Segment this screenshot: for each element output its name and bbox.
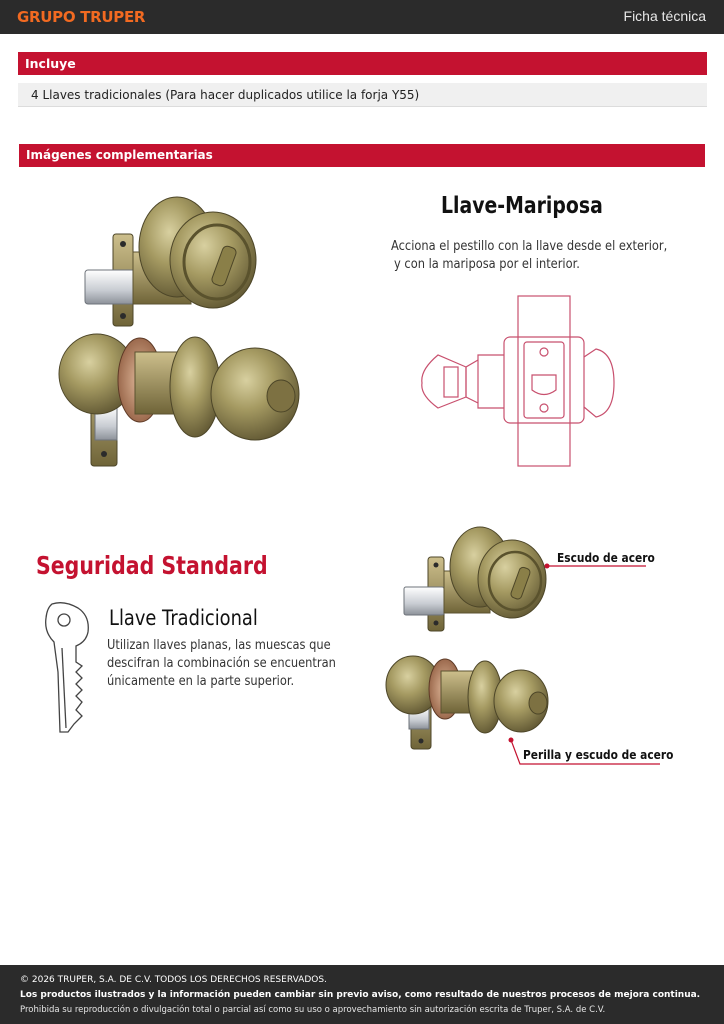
- butterfly-key-heading: Llave-Mariposa: [441, 193, 603, 219]
- butterfly-description-line-1: Acciona el pestillo con la llave desde el exterior,: [391, 239, 668, 254]
- butterfly-key-diagram: [418, 295, 618, 470]
- traditional-key-heading: Llave Tradicional: [109, 606, 258, 630]
- deadbolt-escutcheon-image: [400, 525, 550, 635]
- knob-lockset-image: [59, 334, 299, 466]
- footer-reproduction-notice: Prohibida su reproducción o divulgación total o parcial así como su uso o aprovechamiento sin autorización escrita de Truper, S.A. de C.V.: [20, 1005, 606, 1015]
- lockset-product-image: [55, 192, 305, 472]
- top-bar: [0, 0, 724, 34]
- traditional-key-icon: [42, 602, 92, 737]
- includes-item: 4 Llaves tradicionales (Para hacer duplicados utilice la forja Y55): [18, 83, 707, 107]
- butterfly-description-line-2: y con la mariposa por el interior.: [394, 257, 580, 272]
- traditional-key-description-line-1: Utilizan llaves planas, las muescas que: [107, 638, 331, 653]
- brand-logo: GRUPO TRUPER: [17, 8, 146, 26]
- steel-escutcheon-label: Escudo de acero: [557, 550, 655, 565]
- includes-section-header: Incluye: [18, 52, 707, 75]
- document-type-label: Ficha técnica: [623, 8, 706, 24]
- traditional-key-description-line-2: descifran la combinación se encuentran: [107, 656, 336, 671]
- deadbolt-image: [85, 197, 256, 326]
- standard-security-heading: Seguridad Standard: [36, 551, 268, 580]
- footer-copyright: © 2026 TRUPER, S.A. DE C.V. TODOS LOS DERECHOS RESERVADOS.: [20, 975, 327, 985]
- knob-and-escutcheon-label: Perilla y escudo de acero: [523, 747, 674, 762]
- traditional-key-description-line-3: únicamente en la parte superior.: [107, 674, 295, 689]
- complementary-images-section-header: Imágenes complementarias: [19, 144, 705, 167]
- footer-change-notice: Los productos ilustrados y la información pueden cambiar sin previo aviso, como resultado de nuestros procesos de mejora continua.: [20, 990, 701, 1000]
- footer: [0, 965, 724, 1024]
